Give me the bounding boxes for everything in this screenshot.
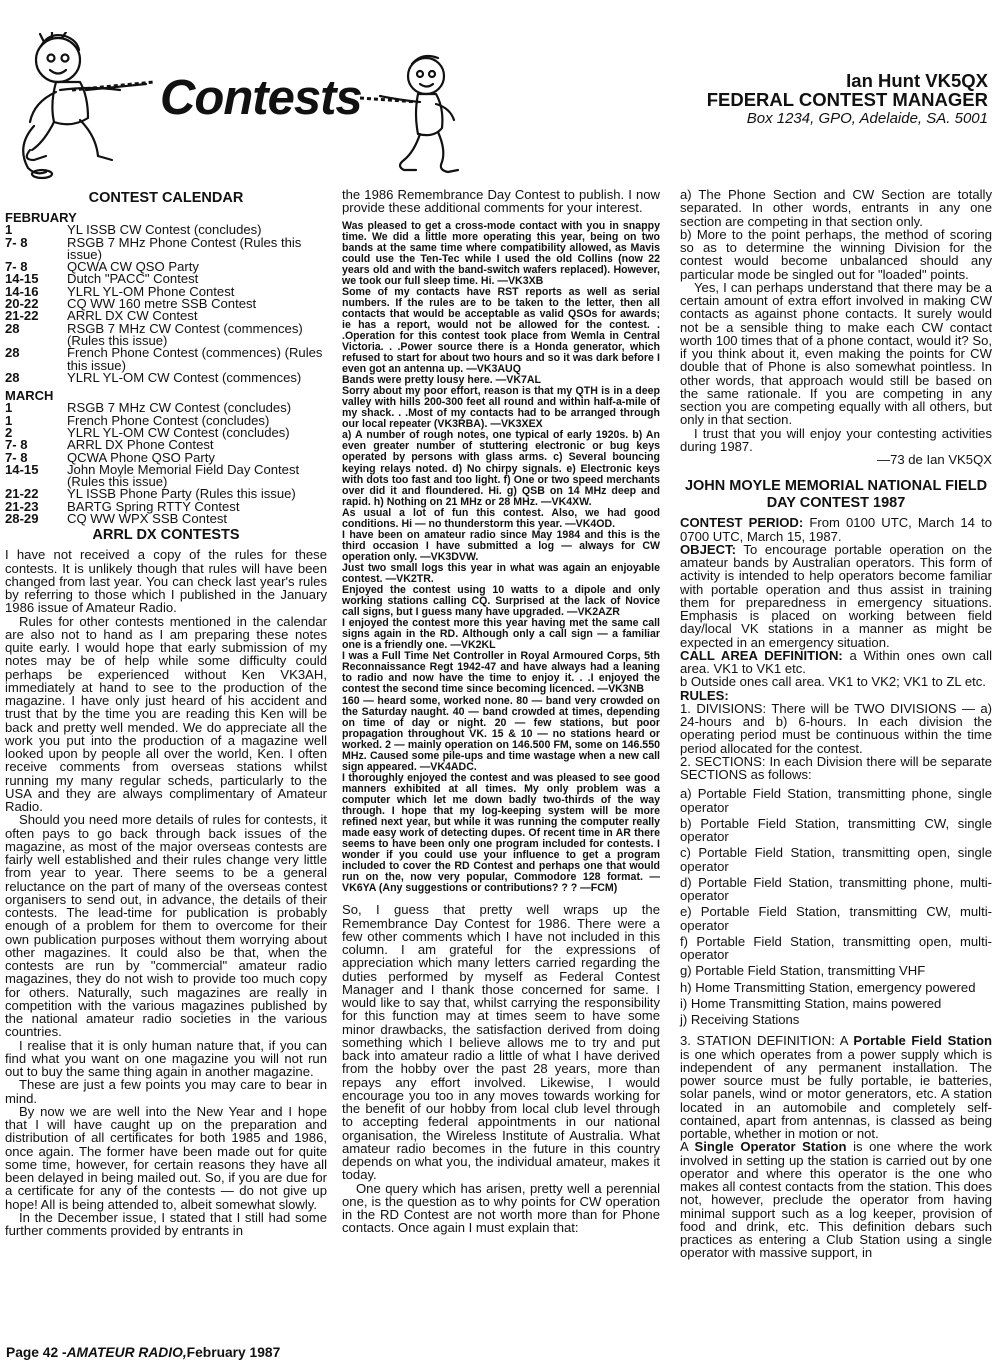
- calendar-event: YLRL YL-OM CW Contest (commences): [67, 369, 302, 385]
- rule-paragraph: [680, 543, 992, 649]
- calendar-date: 20-22: [5, 296, 39, 312]
- body-paragraph: Yes, I can perhaps understand that there may be a certain amount of extra effort involved in making CW contacts as against phone contacts. It surely would not be a sensible thing to make each CW contact worth 100 times that of a phone contact, would it? So, if you think about it, even making the points for CW double that of Phone is also somewhat pointless. In other words, that approach would still be based on the same rationale. If you are competing in any section you are competing equally with all others, but only in that section.: [680, 279, 992, 428]
- section-item: j) Receiving Stations: [680, 1012, 800, 1027]
- body-paragraph: I trust that you will enjoy your contesting activities during 1987.: [680, 425, 992, 454]
- rule-paragraph: [680, 1034, 992, 1140]
- signoff: —73 de Ian VK5QX: [876, 452, 992, 467]
- body-paragraph: I realise that it is only human nature that, if you can find what you want on one magazine you will not run out to buy the same thing again in another magazine.: [5, 1037, 327, 1080]
- calendar-row: [5, 369, 327, 385]
- calendar-date: 1: [5, 412, 13, 428]
- rule-text: A: [680, 1139, 695, 1155]
- calendar-event: QCWA Phone QSO Party: [67, 449, 215, 465]
- calendar-event: RSGB 7 MHz CW Contest (commences) (Rules this issue): [67, 320, 303, 348]
- comment: Some of my contacts have RST reports as well as serial numbers. If the rules are to be taken to the letter, then all contacts that would be acceptable as valid QSOs for awards; ie has a report, would not be allowed for the contest. . .Operation for this contest took place from Wemla in Central Victoria. . .Power source there is a Honda generator, which refused to start for about two hours and so it was dark before I even got an antenna up. —VK3AUQ: [342, 285, 660, 376]
- comment: Enjoyed the contest using 10 watts to a dipole and only working stations calling CQ. Surprised at the lack of Novice call signs, but I guess many have upgraded. —VK2AZR: [342, 584, 660, 619]
- rule-text: To encourage portable operation on the amateur bands by Australian operators. This form of activity is intended to help operators become familiar with portable operation and thus assist in training them for preparedness in emergency situations. Emphasis is placed on working between field day/local VK stations in a manner as might be expected in an emergency situation.: [680, 541, 992, 650]
- calendar-date: 7- 8: [5, 437, 28, 453]
- calendar-event: CQ WW 160 metre SSB Contest: [67, 296, 257, 312]
- calendar-event: RSGB 7 MHz CW Contest (concludes): [67, 400, 292, 416]
- comment: a) A number of rough notes, one typical of early 1920s. b) An even greater number of stuttering electronic or bug keys operated by persons with glass arms. c) Several bouncing keying relays noted. d) No chirpy signals. e) Electronic keys with dots too fast and too light. f) One or two speed merchants over did it and floundered. Hi. g) QSB on 14 MHz deep and rapid. h) Nothing on 21 MHz or 28 MHz. —VK4XW.: [342, 429, 660, 508]
- rule-text: is one where the work involved in setting up the station is carried out by one operator and where this operator is the one who makes all contest contacts from the station. This does not, however, preclude the operator from having minimal support such as a log keeper, provision of food and drink, etc. This definition debars such practices as entering a Club Station using a single operator with massive support, in: [680, 1139, 992, 1261]
- comment: I enjoyed the contest more this year having met the same call signs again in the RD. Although only a call sign — a familiar one is a friendly one. —VK2KL: [342, 617, 660, 652]
- sections-list: [680, 787, 992, 1026]
- calendar-event: French Phone Contest (concludes): [67, 412, 270, 428]
- rule-term: Single Operator Station: [694, 1139, 847, 1155]
- entrant-comments: [342, 221, 660, 895]
- rule-paragraph: [680, 516, 992, 543]
- calendar-event: YLRL YL-OM Phone Contest: [67, 283, 235, 299]
- calendar-row: [5, 347, 327, 372]
- calendar-event: ARRL DX CW Contest: [67, 308, 198, 324]
- comment: Bands were pretty lousy here. —VK7AL: [342, 374, 541, 387]
- calendar-event: Dutch "PACC" Contest: [67, 271, 199, 287]
- calendar-row: [5, 461, 327, 490]
- calendar-date: 28: [5, 320, 20, 336]
- calendar-date: 7- 8: [5, 449, 28, 465]
- calendar-list-february: [5, 224, 327, 384]
- section-item: i) Home Transmitting Station, mains powered: [680, 995, 942, 1011]
- calendar-date: 21-22: [5, 308, 39, 324]
- body-paragraph: So, I guess that pretty well wraps up the Remembrance Day Contest for 1986. There were a few other comments which I have not included in this column. I am grateful for the expressions of appreciation which many letters carried regarding the duties performed by myself as Federal Contest Manager and I thank those concerned for same. I would like to say that, whilst carrying the responsibility for this function may at times seem to have some minor drawbacks, the satisfaction derived from doing something which I believe allows me to try and put back into amateur radio a little of what I have derived from the hobby over the past 28 years, more than repays any effort involved. Likewise, I would encourage you too in any moves towards working for the benefit of our hobby from local club level through to accepting federal appointments in our national organisation, the Wireless Institute of Australia. What amateur radio becomes in the future in this country depends on what you, the individual amateur, makes it today.: [342, 902, 660, 1183]
- body-paragraph: I have not received a copy of the rules for these contests. It is unlikely though that rules will have been changed from last year. You can check last year's rules by referring to those which I published in the January 1986 issue of Amateur Radio.: [5, 547, 327, 616]
- rule-label: CONTEST PERIOD:: [680, 515, 804, 531]
- calendar-date: 7- 8: [5, 259, 28, 275]
- section-item: e) Portable Field Station, transmitting CW, multi-operator: [680, 904, 992, 933]
- column-1: [5, 188, 327, 1237]
- calendar-list-march: [5, 402, 327, 525]
- arrl-heading: ARRL DX CONTESTS: [92, 527, 240, 544]
- comment: I thoroughly enjoyed the contest and was pleased to see good manners exhibited at all times. My only problem was a computer which let me down badly two-thirds of the way through. I hope that my log-keeping system will be more refined next year, but while it was running the computer really made easy work of detecting dupes. Of recent time in AR there seems to have been only one program included for contests. I wonder if you could use your influence to get a program included to cover the RD Contest and perhaps one that would run on the, now very popular, Commodore 128 format. —VK6YA (Any suggestions or contributions? ? ? —FCM): [342, 771, 660, 895]
- header: [0, 0, 1000, 182]
- calendar-event: RSGB 7 MHz Phone Contest (Rules this issue): [67, 234, 302, 262]
- section-item: d) Portable Field Station, transmitting phone, multi-operator: [680, 874, 992, 903]
- body-paragraph: b) More to the point perhaps, the method of scoring so as to determine the winning Division for the contest would become unbalanced should any particular mode be singled out for "loaded" points.: [680, 226, 992, 282]
- section-item: f) Portable Field Station, transmitting open, multi-operator: [680, 933, 992, 962]
- calendar-date: 14-15: [5, 271, 39, 287]
- cartoon-boy-pulling-cable-icon: [360, 54, 470, 182]
- rule-label: OBJECT:: [680, 541, 737, 557]
- page-footer: [6, 1345, 280, 1360]
- section-item: h) Home Transmitting Station, emergency powered: [680, 979, 976, 995]
- section-item: g) Portable Field Station, transmitting VHF: [680, 963, 926, 979]
- calendar-event: YL ISSB CW Contest (concludes): [67, 222, 262, 238]
- author-byline: [707, 71, 988, 128]
- rule-paragraph: 1. DIVISIONS: There will be TWO DIVISIONS — a) 24-hours and b) 6-hours. In each division the operating period must be continuous within the time period allocated for the contest.: [680, 700, 992, 756]
- author-name: Ian Hunt VK5QX: [846, 70, 988, 91]
- calendar-date: 28: [5, 345, 20, 361]
- comment: Sorry about my poor effort, reason is that my QTH is in a deep valley with hills 200-300 feet all round and within half-a-mile of my shack. . .Most of my contacts had to be arranged through our local repeater (VK3RBA). —VK3XEX: [342, 385, 660, 431]
- rule-text: From 0100 UTC, March 14 to 0700 UTC, March 15, 1987.: [680, 515, 992, 544]
- rule-text: 3. STATION DEFINITION: A: [680, 1033, 854, 1049]
- body-paragraph: One query which has arisen, pretty well a perennial one, is the question as to why points for CW operation in the RD Contest are not worth more than for Phone contacts. Once again I must explain that:: [342, 1180, 660, 1236]
- page-number: Page 42 -: [6, 1345, 67, 1360]
- rule-paragraph: [680, 1140, 992, 1259]
- body-paragraph: the 1986 Remembrance Day Contest to publish. I now provide these additional comments for your interest.: [342, 187, 660, 216]
- calendar-event: CQ WW WPX SSB Contest: [67, 511, 228, 527]
- calendar-event: YLRL YL-OM CW Contest (concludes): [67, 424, 290, 440]
- comment: 160 — heard some, worked none. 80 — band very crowded on the Saturday naught. 40 — band crowded at times, depending on time of day or night. 20 — few stations, but poor propagation throughout VK. 15 & 10 — no stations heard or worked. 2 — mainly operation on 146.500 FM, some on 146.550 MHz. Caused some pile-ups and time wastage when a new call sign appeared. —VK4ADC.: [342, 694, 660, 773]
- calendar-date: 28: [5, 369, 20, 385]
- section-item: b) Portable Field Station, transmitting CW, single operator: [680, 815, 992, 844]
- rule-text: a Within ones own call area. VK1 to VK1 etc.: [680, 647, 992, 676]
- calendar-date: 21-22: [5, 486, 39, 502]
- calendar-event: BARTG Spring RTTY Contest: [67, 498, 240, 514]
- body-paragraph: Should you need more details of rules for contests, it often pays to go back through back issues of the magazine, as most of the major overseas contests are fairly well established and their rules change very little from year to year. There seems to be a general reluctance on the part of many of the overseas contest organisers to send out, in advance, the details of their contests. The lead-time for publication is probably enough of a problem for them to overcome for their own publication purposes without them worrying about other magazines. It could also be that, when the contests are run by "commercial" amateur radio magazines, they do not wish to provide too much copy for others. Naturally, such magazines are really in competition with the various magazines published by the national amateur radio societies in the various countries.: [5, 812, 327, 1040]
- calendar-event: YL ISSB Phone Party (Rules this issue): [67, 486, 296, 502]
- calendar-row: [5, 234, 327, 262]
- column-2: [342, 188, 660, 1235]
- cartoon-boy-with-cable-icon: [6, 32, 156, 180]
- rule-term: Portable Field Station: [853, 1033, 992, 1049]
- calendar-row: [5, 513, 327, 525]
- column-3: [680, 188, 992, 1260]
- comment: I have been on amateur radio since May 1984 and this is the third occasion I have submitted a log — always for CW operation only. —VK3DVW.: [342, 528, 660, 563]
- calendar-date: 2: [5, 424, 13, 440]
- calendar-date: 21-23: [5, 498, 39, 514]
- calendar-month: MARCH: [5, 388, 54, 404]
- rule-paragraph: [680, 649, 992, 676]
- calendar-date: 1: [5, 400, 13, 416]
- jm-heading: JOHN MOYLE MEMORIAL NATIONAL FIELD DAY CONTEST 1987: [684, 478, 988, 512]
- section-item: a) Portable Field Station, transmitting phone, single operator: [680, 786, 992, 815]
- calendar-event: ARRL DX Phone Contest: [67, 437, 214, 453]
- calendar-row: [5, 320, 327, 348]
- comment: As usual a lot of fun this contest. Also, we had good conditions. Hi — no thunderstorm this year. —VK4OD.: [342, 506, 660, 530]
- author-address: Box 1234, GPO, Adelaide, SA. 5001: [746, 110, 988, 127]
- calendar-date: 28-29: [5, 511, 39, 527]
- rule-paragraph: b Outside ones call area. VK1 to VK2; VK1 to ZL etc.: [680, 674, 986, 690]
- rule-label: CALL AREA DEFINITION:: [680, 647, 843, 663]
- calendar-heading: CONTEST CALENDAR: [88, 190, 244, 206]
- calendar-event: QCWA CW QSO Party: [67, 259, 199, 275]
- comment: Was pleased to get a cross-mode contact with you in snappy time. We did a little more operating this year, being on two bands at the same time where compatibility allowed, as Mavis could use the Ten-Tec while I used the old Collins (now 22 years old and with the band-switch wafers replaced). However, we took our full sleep time. Hi. —VK3XB: [342, 219, 660, 287]
- comment: Just two small logs this year in what was again an enjoyable contest. —VK2TR.: [342, 561, 660, 585]
- calendar-event: John Moyle Memorial Field Day Contest (Rules this issue): [67, 461, 300, 490]
- rule-paragraph: 2. SECTIONS: In each Division there will be separate SECTIONS as follows:: [680, 753, 992, 782]
- author-role: FEDERAL CONTEST MANAGER: [706, 89, 988, 110]
- calendar-date: 1: [5, 222, 13, 238]
- calendar-date: 14-15: [5, 461, 39, 477]
- body-paragraph: In the December issue, I stated that I still had some further comments provided by entrants in: [5, 1209, 327, 1239]
- comment: I was a Full Time Net Controller in Royal Armoured Corps, 5th Reconnaissance Regt 1942-47 and have always had a leaning to radio and now have the time to enjoy it. . .I enjoyed the contest the second time since becoming licenced. —VK3NB: [342, 650, 660, 696]
- calendar-month: FEBRUARY: [5, 210, 77, 225]
- body-paragraph: These are just a few points you may care to bear in mind.: [5, 1077, 327, 1106]
- calendar-date: 14-16: [5, 283, 39, 299]
- body-paragraph: By now we are well into the New Year and I hope that I will have caught up on the preparation and distribution of all certificates for both 1985 and 1986, once again. The former have been made out for quite some time, however, for certain reasons they have all been delayed in being mailed out. So, if you are due for a certificate for any of the contests — do not give up hope! All is being attended to, albeit somewhat slowly.: [5, 1103, 327, 1212]
- issue-date: February 1987: [186, 1345, 281, 1360]
- section-item: c) Portable Field Station, transmitting open, single operator: [680, 845, 992, 874]
- section-title: Contests: [160, 71, 362, 125]
- body-paragraph: a) The Phone Section and CW Section are totally separated. In other words, entrants in any one section are competing in that section only.: [680, 187, 992, 229]
- magazine-name: AMATEUR RADIO,: [66, 1345, 187, 1360]
- calendar-event: French Phone Contest (commences) (Rules this issue): [67, 345, 323, 373]
- body-paragraph: Rules for other contests mentioned in the calendar are also not to hand as I am preparing these notes quite early. I would hope that early submission of my notes may be of help while some difficulty could perhaps be experienced without Ken VK3AH, immediately at hand to see to the production of the magazine. I have only just heard of his accident and trust that by the time you are reading this Ken will be back and pretty well mended. We do appreciate all the work you put into the production of a magazine well looked upon by people all over the world, Ken. I often receive comments from overseas stations whilst running my many regular scheds, particularly to the USA and they are always complimentary of Amateur Radio.: [5, 613, 327, 815]
- calendar-date: 7- 8: [5, 234, 28, 250]
- rules-label: RULES:: [680, 687, 729, 703]
- rule-text: is one which operates from a power supply which is independent of any permanent installation. The power source must be fully portable, ie batteries, solar panels, wind or motor generators, etc. A station located in an automobile and completely self-contained, apart from antennas, is classed as being portable, whether in motion or not.: [680, 1046, 992, 1141]
